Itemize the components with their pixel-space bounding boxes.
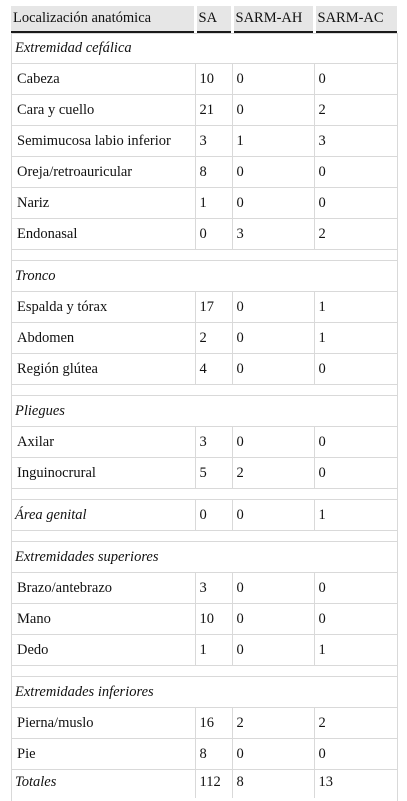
- section-row: [11, 261, 397, 292]
- cell-sarm-ac: 0: [314, 157, 397, 188]
- cell-sarm-ac: 0: [314, 64, 397, 95]
- section-title: Extremidades superiores: [11, 542, 397, 573]
- cell-sa: 21: [195, 95, 232, 126]
- cell-sa: 8: [195, 157, 232, 188]
- header-row: [11, 6, 397, 32]
- cell-sa: 8: [195, 739, 232, 770]
- totals-row: [11, 770, 397, 799]
- table-row: [11, 126, 397, 157]
- cell-sarm-ah: 2: [232, 458, 314, 489]
- row-label: Pie: [11, 739, 195, 770]
- table-row: [11, 95, 397, 126]
- cell-sa: 10: [195, 604, 232, 635]
- cell-sarm-ac: 1: [314, 292, 397, 323]
- cell-sa: 3: [195, 573, 232, 604]
- cell-sa: 1: [195, 635, 232, 666]
- table-row: [11, 458, 397, 489]
- row-label: Abdomen: [11, 323, 195, 354]
- spacer-cell: [11, 385, 397, 396]
- row-label: Axilar: [11, 427, 195, 458]
- table-row: [11, 573, 397, 604]
- cell-sarm-ac: 3: [314, 126, 397, 157]
- row-label: Oreja/retroauricular: [11, 157, 195, 188]
- table-row: [11, 604, 397, 635]
- table-row-genital: [11, 500, 397, 531]
- row-label: Brazo/antebrazo: [11, 573, 195, 604]
- localization-table: [11, 6, 397, 798]
- row-label: Dedo: [11, 635, 195, 666]
- spacer-cell: [11, 666, 397, 677]
- table-row: [11, 739, 397, 770]
- table-row: [11, 427, 397, 458]
- cell-sarm-ah: 0: [232, 635, 314, 666]
- cell-sarm-ac: 2: [314, 708, 397, 739]
- spacer-row: [11, 666, 397, 677]
- cell-sarm-ah: 0: [232, 739, 314, 770]
- table-row: [11, 292, 397, 323]
- header-sa: SA: [195, 6, 232, 32]
- section-row: [11, 542, 397, 573]
- row-label: Endonasal: [11, 219, 195, 250]
- row-label: Mano: [11, 604, 195, 635]
- cell-sarm-ac: 1: [314, 635, 397, 666]
- header-sarm-ac: SARM-AC: [314, 6, 397, 32]
- cell-sa: 0: [195, 500, 232, 531]
- cell-sarm-ac: 0: [314, 604, 397, 635]
- table-row: [11, 157, 397, 188]
- cell-sa: 3: [195, 126, 232, 157]
- cell-sa: 2: [195, 323, 232, 354]
- cell-sarm-ac: 1: [314, 323, 397, 354]
- table-row: [11, 323, 397, 354]
- row-label: Área genital: [11, 500, 195, 531]
- table-body: [11, 32, 397, 798]
- cell-sa: 17: [195, 292, 232, 323]
- table-row: [11, 354, 397, 385]
- row-label: Espalda y tórax: [11, 292, 195, 323]
- table-row: [11, 64, 397, 95]
- total-sarm-ah: 8: [232, 770, 314, 799]
- cell-sa: 16: [195, 708, 232, 739]
- cell-sarm-ac: 0: [314, 354, 397, 385]
- cell-sarm-ah: 0: [232, 323, 314, 354]
- table-row: [11, 188, 397, 219]
- table-header: [11, 6, 397, 32]
- cell-sarm-ah: 3: [232, 219, 314, 250]
- cell-sa: 5: [195, 458, 232, 489]
- cell-sarm-ac: 2: [314, 95, 397, 126]
- row-label: Cabeza: [11, 64, 195, 95]
- cell-sa: 3: [195, 427, 232, 458]
- spacer-row: [11, 385, 397, 396]
- cell-sarm-ah: 0: [232, 427, 314, 458]
- row-label: Inguinocrural: [11, 458, 195, 489]
- cell-sarm-ah: 0: [232, 354, 314, 385]
- cell-sarm-ah: 0: [232, 292, 314, 323]
- row-label: Pierna/muslo: [11, 708, 195, 739]
- cell-sarm-ac: 2: [314, 219, 397, 250]
- row-label: Nariz: [11, 188, 195, 219]
- cell-sarm-ah: 0: [232, 157, 314, 188]
- header-location: Localización anatómica: [11, 6, 195, 32]
- spacer-row: [11, 531, 397, 542]
- spacer-cell: [11, 531, 397, 542]
- spacer-row: [11, 489, 397, 500]
- spacer-row: [11, 250, 397, 261]
- cell-sarm-ac: 0: [314, 573, 397, 604]
- cell-sa: 10: [195, 64, 232, 95]
- row-label: Región glútea: [11, 354, 195, 385]
- total-sa: 112: [195, 770, 232, 799]
- cell-sarm-ah: 0: [232, 604, 314, 635]
- section-row: [11, 32, 397, 64]
- table-row: [11, 635, 397, 666]
- table-row: [11, 708, 397, 739]
- cell-sarm-ah: 0: [232, 500, 314, 531]
- cell-sarm-ah: 0: [232, 573, 314, 604]
- cell-sarm-ac: 0: [314, 427, 397, 458]
- total-sarm-ac: 13: [314, 770, 397, 799]
- section-row: [11, 677, 397, 708]
- cell-sarm-ac: 0: [314, 188, 397, 219]
- cell-sarm-ac: 0: [314, 458, 397, 489]
- section-title: Extremidades inferiores: [11, 677, 397, 708]
- cell-sarm-ah: 0: [232, 188, 314, 219]
- cell-sa: 0: [195, 219, 232, 250]
- cell-sarm-ah: 0: [232, 95, 314, 126]
- spacer-cell: [11, 250, 397, 261]
- cell-sarm-ac: 1: [314, 500, 397, 531]
- spacer-cell: [11, 489, 397, 500]
- totals-label: Totales: [15, 774, 57, 790]
- section-title: Extremidad cefálica: [11, 32, 397, 64]
- cell-sarm-ah: 0: [232, 64, 314, 95]
- cell-sa: 4: [195, 354, 232, 385]
- header-sarm-ah: SARM-AH: [232, 6, 314, 32]
- row-label: Cara y cuello: [11, 95, 195, 126]
- table-row: [11, 219, 397, 250]
- cell-sarm-ac: 0: [314, 739, 397, 770]
- section-title: Tronco: [11, 261, 397, 292]
- cell-sa: 1: [195, 188, 232, 219]
- section-title: Pliegues: [11, 396, 397, 427]
- cell-sarm-ah: 2: [232, 708, 314, 739]
- section-row: [11, 396, 397, 427]
- row-label: Semimucosa labio inferior: [11, 126, 195, 157]
- cell-sarm-ah: 1: [232, 126, 314, 157]
